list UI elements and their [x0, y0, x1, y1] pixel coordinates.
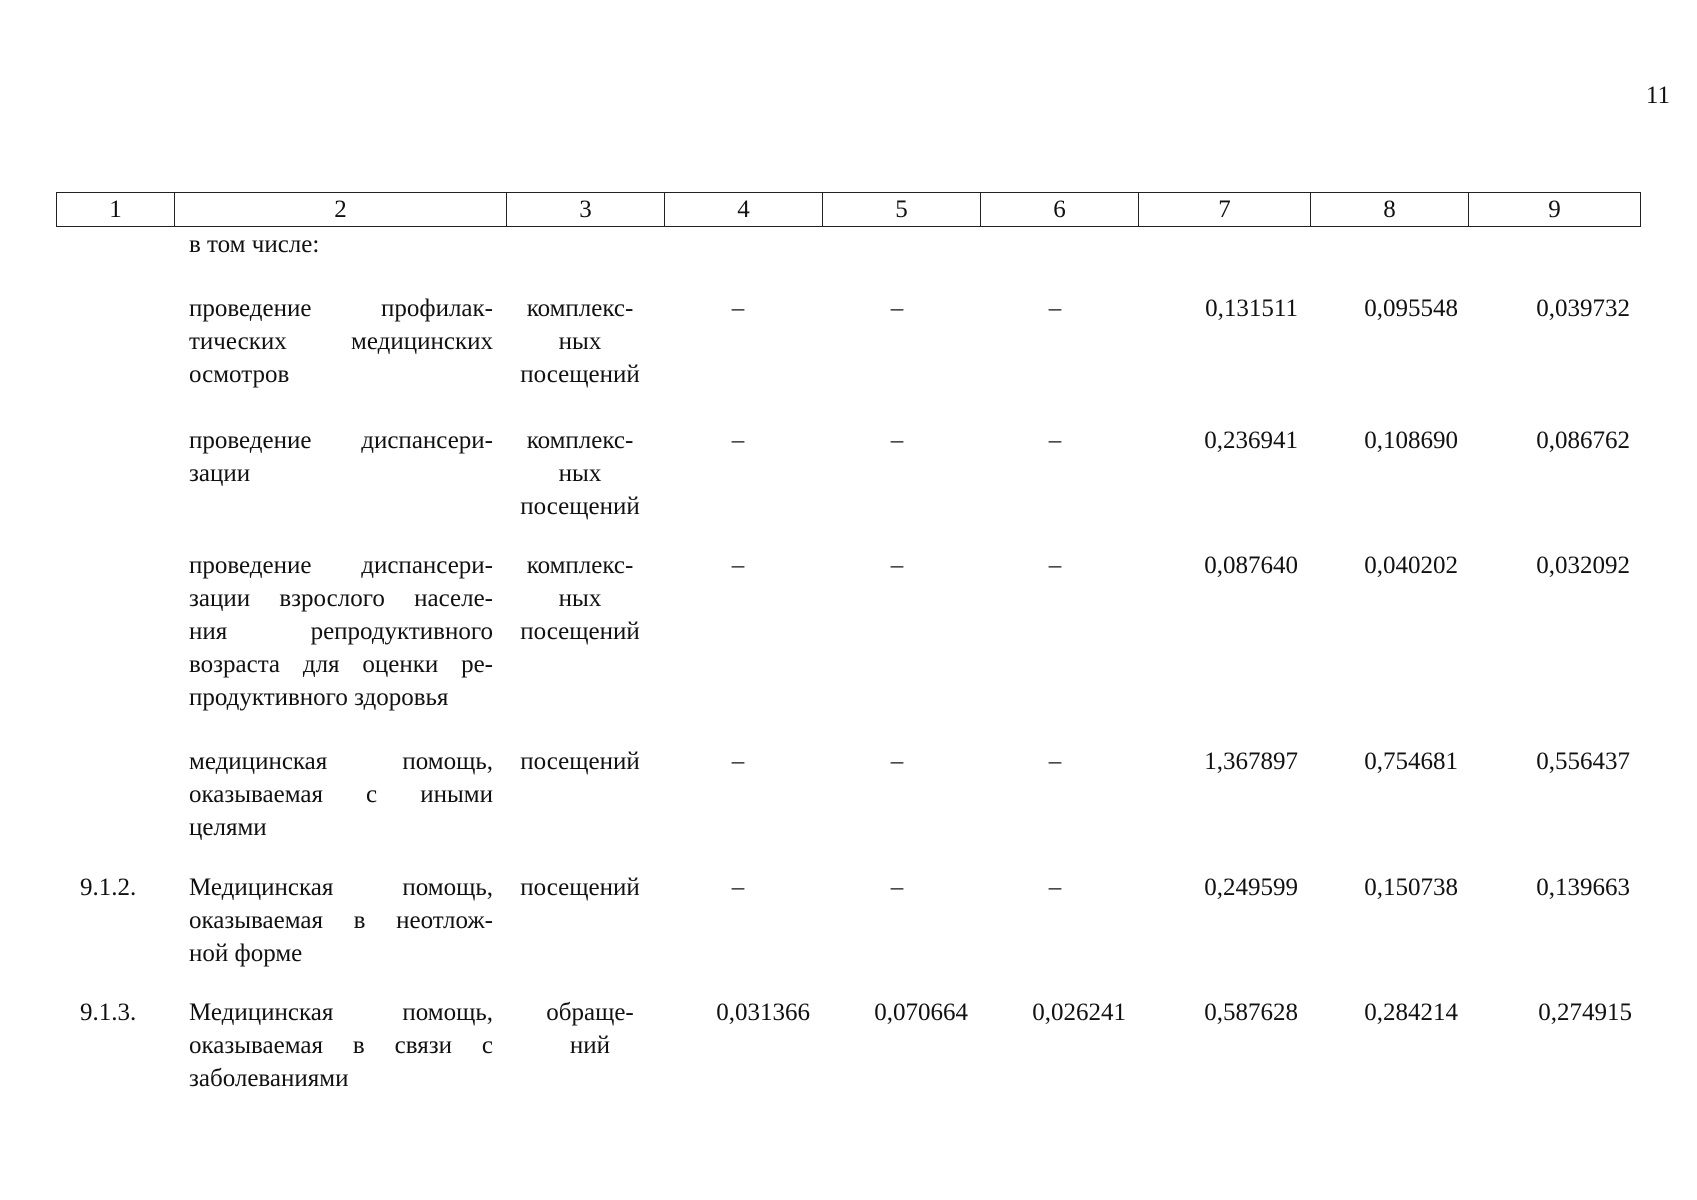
- row-number: 9.1.2.: [80, 874, 137, 901]
- cell-col9: 0,274915: [1538, 999, 1632, 1026]
- header-cell-5: 5: [823, 193, 981, 227]
- row-name-line: ной форме: [189, 940, 303, 967]
- cell-col7: 0,587628: [1204, 999, 1298, 1026]
- cell-col7: 0,249599: [1204, 874, 1298, 901]
- header-cell-2: 2: [175, 193, 507, 227]
- row-unit-line: ний: [569, 1032, 611, 1059]
- row-unit-line: посещений: [520, 361, 640, 388]
- row-name: [189, 996, 493, 1095]
- cell-col6: 0,026241: [1032, 999, 1126, 1026]
- row-unit-line: обраще-: [546, 999, 634, 1026]
- cell-col4: 0,031366: [716, 999, 810, 1026]
- row-name-line: медицинская помощь,: [189, 748, 493, 775]
- row-unit-line: комплекс-: [526, 427, 634, 454]
- row-unit-line: комплекс-: [526, 295, 634, 322]
- cell-col9: 0,139663: [1536, 874, 1630, 901]
- row-name-line: заболеваниями: [189, 1065, 349, 1092]
- column-number-header: [56, 192, 1641, 227]
- row-name: [189, 424, 493, 490]
- row-unit-line: ных: [558, 460, 602, 487]
- row-name: [189, 745, 493, 844]
- cell-col5: –: [890, 874, 904, 901]
- cell-col5: –: [890, 748, 904, 775]
- row-unit: [505, 871, 655, 904]
- row-name-line: зации: [189, 460, 251, 487]
- row-name-line: ния репродуктивного: [189, 618, 493, 645]
- cell-col5: –: [890, 427, 904, 454]
- row-name-line: зации взрослого населе-: [189, 585, 493, 612]
- cell-col9: 0,086762: [1536, 427, 1630, 454]
- row-unit: [505, 424, 655, 523]
- cell-col5: –: [890, 552, 904, 579]
- header-cell-1: 1: [57, 193, 175, 227]
- cell-col6: –: [1048, 748, 1062, 775]
- cell-col8: 0,108690: [1364, 427, 1458, 454]
- cell-col9: 0,556437: [1536, 748, 1630, 775]
- cell-col6: –: [1048, 552, 1062, 579]
- cell-col6: –: [1048, 427, 1062, 454]
- cell-col9: 0,039732: [1536, 295, 1630, 322]
- cell-col5: –: [890, 295, 904, 322]
- row-name: [189, 871, 493, 970]
- row-name-line: оказываемая в неотлож-: [189, 907, 493, 934]
- cell-col6: –: [1048, 874, 1062, 901]
- row-unit-line: посещений: [520, 748, 640, 775]
- header-cell-6: 6: [981, 193, 1139, 227]
- page-number: 11: [1645, 82, 1670, 109]
- header-cell-9: 9: [1469, 193, 1641, 227]
- cell-col4: –: [731, 427, 745, 454]
- row-unit: [505, 549, 655, 648]
- row-name-line: возраста для оценки ре-: [189, 651, 493, 678]
- cell-col8: 0,754681: [1364, 748, 1458, 775]
- header-cell-4: 4: [665, 193, 823, 227]
- cell-col6: –: [1048, 295, 1062, 322]
- cell-col7: 0,131511: [1205, 295, 1298, 322]
- row-unit-line: ных: [558, 585, 602, 612]
- row-name-line: Медицинская помощь,: [189, 874, 493, 901]
- row-name-line: оказываемая в связи с: [189, 1032, 493, 1059]
- row-name: [189, 549, 493, 714]
- cell-col7: 1,367897: [1204, 748, 1298, 775]
- row-name-line: проведение диспансери-: [189, 427, 493, 454]
- row-unit-line: ных: [558, 328, 602, 355]
- row-name-line: целями: [189, 814, 267, 841]
- header-row: [57, 193, 1641, 227]
- row-unit: [515, 996, 665, 1062]
- row-unit-line: посещений: [520, 618, 640, 645]
- row-name-line: проведение диспансери-: [189, 552, 493, 579]
- row-name-line: тических медицинских: [189, 328, 493, 355]
- row-name-line: Медицинская помощь,: [189, 999, 493, 1026]
- cell-col8: 0,095548: [1364, 295, 1458, 322]
- header-cell-8: 8: [1311, 193, 1469, 227]
- row-name-line: проведение профилак-: [189, 295, 493, 322]
- cell-col8: 0,040202: [1364, 552, 1458, 579]
- cell-col9: 0,032092: [1536, 552, 1630, 579]
- row-name-line: осмотров: [189, 361, 290, 388]
- cell-col4: –: [731, 874, 745, 901]
- cell-col4: –: [731, 295, 745, 322]
- row-unit: [505, 292, 655, 391]
- row-unit-line: комплекс-: [526, 552, 634, 579]
- row-number: 9.1.3.: [80, 999, 137, 1026]
- row-unit-line: посещений: [520, 874, 640, 901]
- cell-col4: –: [731, 748, 745, 775]
- row-name-line: оказываемая с иными: [189, 781, 493, 808]
- row-unit: [505, 745, 655, 778]
- row-name: [189, 292, 493, 391]
- header-cell-7: 7: [1139, 193, 1311, 227]
- cell-col8: 0,284214: [1364, 999, 1458, 1026]
- cell-col7: 0,236941: [1204, 427, 1298, 454]
- cell-col8: 0,150738: [1364, 874, 1458, 901]
- including-label: в том числе:: [189, 231, 320, 258]
- row-unit-line: посещений: [520, 493, 640, 520]
- cell-col5: 0,070664: [874, 999, 968, 1026]
- row-name-line: продуктивного здоровья: [189, 684, 449, 711]
- header-cell-3: 3: [507, 193, 665, 227]
- cell-col7: 0,087640: [1204, 552, 1298, 579]
- cell-col4: –: [731, 552, 745, 579]
